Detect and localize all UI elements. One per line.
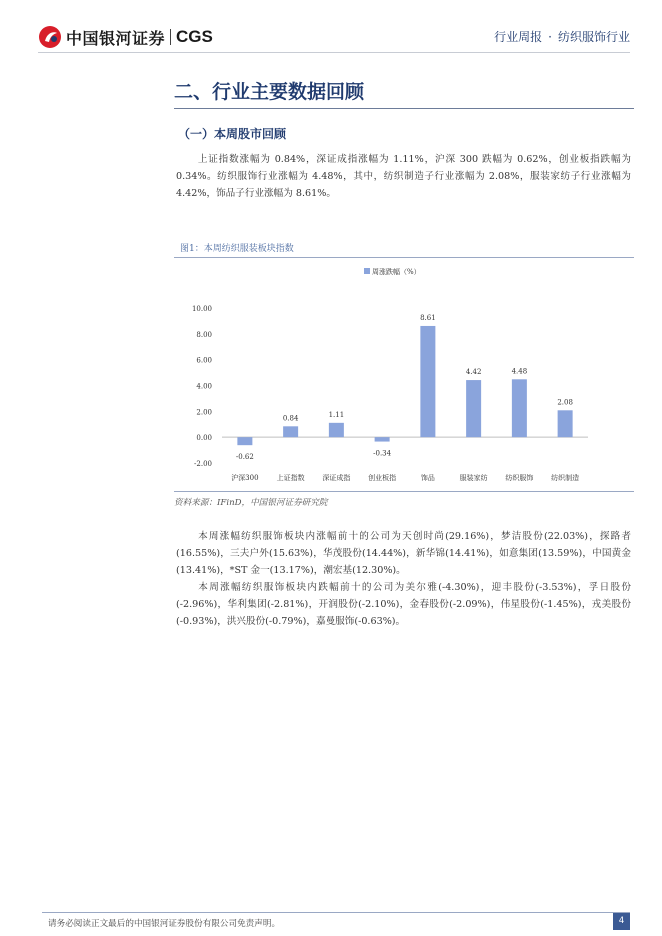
logo-divider [170, 29, 171, 45]
x-tick-label-5: 饰品 [420, 474, 435, 482]
market-review-paragraph [176, 151, 631, 202]
bar-3 [329, 423, 344, 437]
y-tick-label: 0.00 [196, 434, 212, 443]
data-label-6: 4.42 [465, 368, 482, 377]
legend-swatch [364, 268, 370, 274]
y-tick-label: -2.00 [194, 460, 212, 468]
data-label-5: 8.61 [420, 313, 436, 322]
footer-disclaimer: 请务必阅读正文最后的中国银河证券股份有限公司免责声明。 [48, 919, 281, 929]
cgs-logo [38, 24, 213, 50]
bar-5 [420, 326, 435, 437]
y-tick-label: 8.00 [196, 330, 212, 339]
x-tick-label-3: 深证成指 [322, 474, 351, 482]
section-title: 二、行业主要数据回顾 [174, 81, 365, 103]
index-change-bar-chart [174, 258, 634, 490]
header-report-label [494, 28, 630, 45]
x-tick-label-8: 纺织制造 [551, 474, 580, 482]
logo-text-cn: 中国银河证券 [66, 28, 166, 48]
bar-7 [512, 379, 527, 437]
bar-4 [375, 437, 390, 441]
bar-6 [466, 380, 481, 437]
data-label-1: -0.62 [235, 453, 254, 462]
figure-bottom-rule [174, 491, 634, 492]
x-tick-label-1: 沪深300 [231, 474, 259, 482]
bar-8 [558, 410, 573, 437]
x-tick-label-7: 纺织服饰 [505, 474, 534, 482]
figure-caption: 图1：本周纺织服装板块指数 [180, 244, 294, 254]
x-tick-label-2: 上证指数 [276, 474, 305, 482]
cgs-logo-icon [38, 25, 62, 49]
page-header [0, 0, 662, 62]
industry-name: 纺织服饰行业 [557, 30, 630, 44]
data-label-4: -0.34 [373, 449, 392, 458]
top-gainers-paragraph [176, 528, 631, 579]
header-divider [38, 52, 630, 53]
data-label-3: 1.11 [328, 410, 345, 419]
bar-2 [283, 426, 298, 437]
bar-1 [237, 437, 252, 445]
y-tick-label: 2.00 [196, 408, 212, 417]
x-tick-label-4: 创业板指 [368, 474, 397, 482]
y-tick-label: 10.00 [191, 305, 212, 313]
y-tick-label: 6.00 [196, 356, 212, 365]
page-number: 4 [613, 913, 630, 930]
data-label-7: 4.48 [511, 367, 528, 376]
top-losers-text: 本周涨幅纺织服饰板块内跌幅前十的公司为美尔雅(-4.30%)，迎丰股份(-3.53%)，孚日股份(-2.96%)，华利集团(-2.81%)，开润股份(-2.10%)，金春股份(-2.09%)，伟星股份(-1.45%)，戎美股份(-0.93%)，洪兴股份(-0.79%)，嘉曼服饰(-0.63%)。 [176, 582, 631, 627]
subsection-title: （一）本周股市回顾 [178, 127, 287, 141]
x-tick-label-6: 服装家纺 [459, 474, 488, 482]
y-tick-label: 4.00 [196, 382, 212, 391]
top-losers-paragraph [176, 579, 631, 630]
top-gainers-text: 本周涨幅纺织服饰板块内涨幅前十的公司为天创时尚(29.16%)，梦洁股份(22.03%)，探路者(16.55%)，三夫户外(15.63%)，华茂股份(14.44%)，新华锦(14.41%)，如意集团(13.59%)，中国黄金(13.41%)，*ST 金一(13.17%)，潮宏基(12.30%)。 [176, 531, 631, 576]
section-title-rule [174, 108, 634, 109]
data-label-2: 0.84 [282, 414, 299, 423]
data-label-8: 2.08 [557, 398, 573, 407]
market-review-text: 上证指数涨幅为 0.84%，深证成指涨幅为 1.11%，沪深 300 跌幅为 0.62%，创业板指跌幅为 0.34%。纺织服饰行业涨幅为 4.48%，其中，纺织制造子行业涨幅为 2.08%，服装家纺子行业涨幅为 4.42%，饰品子行业涨幅为 8.61%。 [176, 154, 631, 199]
footer-divider [42, 912, 630, 913]
figure-source: 资料来源：IFinD，中国银河证券研究院 [174, 498, 328, 508]
header-separator: · [548, 30, 552, 44]
legend-label: 周涨跌幅（%） [372, 268, 421, 276]
logo-text-en: CGS [176, 27, 213, 46]
report-type: 行业周报 [494, 30, 543, 44]
